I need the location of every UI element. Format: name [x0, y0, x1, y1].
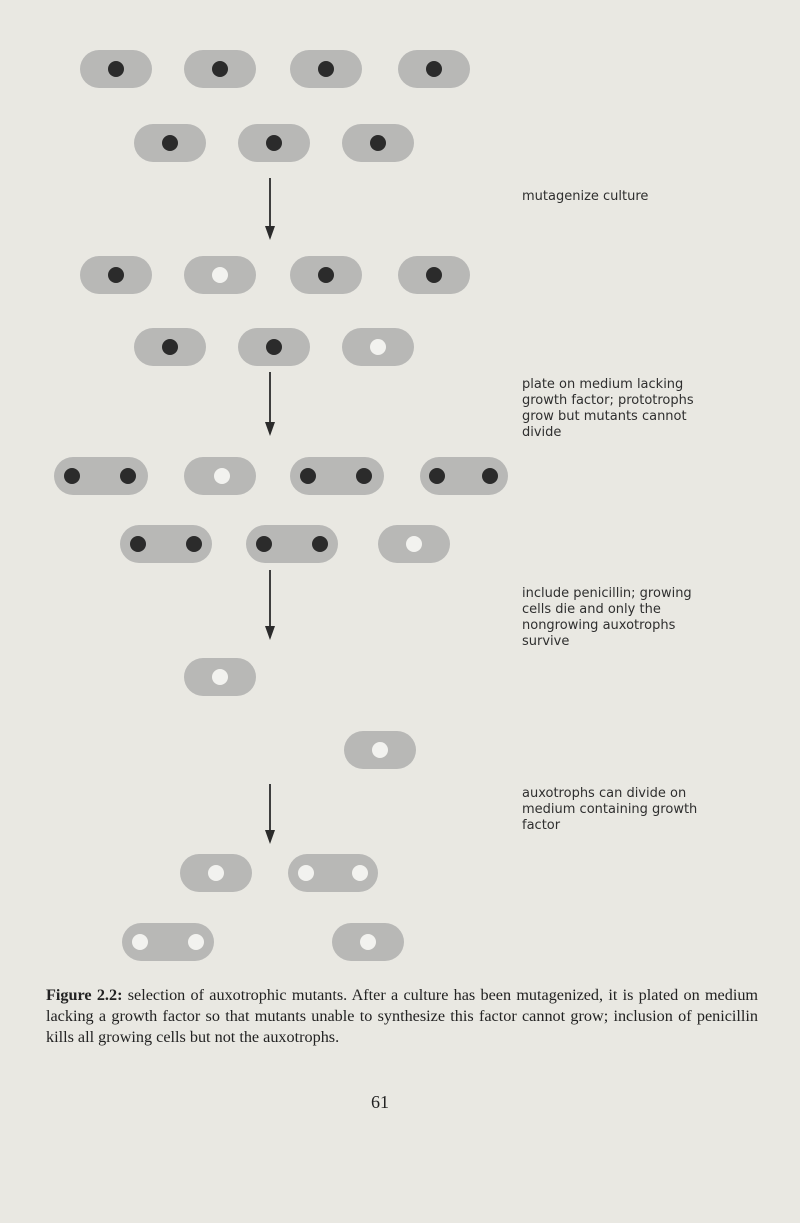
arrow-4 — [265, 784, 275, 844]
auxotroph-cell — [342, 328, 414, 366]
arrow-2 — [265, 372, 275, 436]
prototroph-cell — [238, 124, 310, 162]
caption-text: selection of auxotrophic mutants. After a culture has been mutagenized, it is plated on medium lacking a growth factor so that mutants unable to synthesize this factor cannot grow; inclusion of penicillin kills all growing cells but not the auxotrophs. — [46, 986, 759, 1046]
stage-1-cells — [80, 50, 470, 162]
step-label-mutagenize: mutagenize culture — [522, 189, 649, 204]
prototroph-cell — [238, 328, 310, 366]
dividing-auxotroph-cell — [332, 923, 404, 961]
prototroph-cell — [184, 50, 256, 88]
dividing-auxotroph-cell — [180, 854, 252, 892]
dividing-cell — [290, 457, 384, 495]
prototroph-cell — [342, 124, 414, 162]
prototroph-cell — [398, 50, 470, 88]
arrow-1 — [265, 178, 275, 240]
prototroph-cell — [80, 50, 152, 88]
prototroph-cell — [398, 256, 470, 294]
auxotroph-cell — [378, 525, 450, 563]
dividing-cell — [54, 457, 148, 495]
step-label-plate: plate on medium lacking growth factor; prototrophs grow but mutants cannot divide — [522, 377, 694, 440]
step-label-penicillin: include penicillin; growing cells die and only the nongrowing auxotrophs survive — [522, 586, 692, 649]
auxotroph-cell — [184, 658, 256, 696]
stage-3-cells — [54, 457, 508, 563]
dividing-cell — [420, 457, 508, 495]
prototroph-cell — [134, 328, 206, 366]
prototroph-cell — [290, 256, 362, 294]
step-label-divide: auxotrophs can divide on medium containing growth factor — [522, 786, 698, 833]
dividing-auxotroph-cell — [122, 923, 214, 961]
dividing-auxotroph-cell — [288, 854, 378, 892]
stage-2-cells — [80, 256, 470, 366]
figure-caption — [46, 985, 758, 1048]
prototroph-cell — [134, 124, 206, 162]
page-number: 61 — [371, 1092, 389, 1112]
dividing-cell — [120, 525, 212, 563]
dividing-cell — [246, 525, 338, 563]
auxotroph-cell — [344, 731, 416, 769]
arrow-3 — [265, 570, 275, 640]
stage-5-cells — [122, 854, 404, 961]
auxotroph-cell — [184, 457, 256, 495]
figure-label: Figure 2.2: — [46, 986, 123, 1004]
stage-4-cells — [184, 658, 416, 769]
prototroph-cell — [290, 50, 362, 88]
auxotroph-cell — [184, 256, 256, 294]
prototroph-cell — [80, 256, 152, 294]
